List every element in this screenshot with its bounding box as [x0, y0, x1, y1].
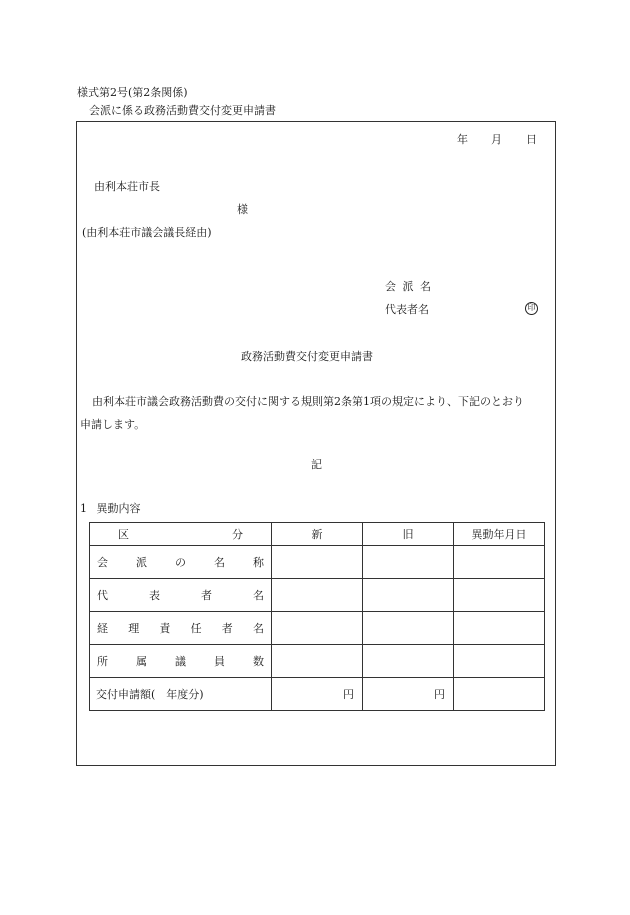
cell-date-representative[interactable] — [454, 579, 545, 612]
row-label-accounting-officer — [90, 612, 272, 645]
amount-label: 交付申請額( 年度分) — [96, 688, 204, 701]
addressee-name: 由利本荘市長 — [94, 180, 160, 193]
label-char: 者 — [201, 589, 212, 602]
cell-new-faction-name[interactable] — [272, 546, 363, 579]
header-change-date: 異動年月日 — [454, 523, 545, 546]
table-header-row — [90, 523, 545, 546]
form-number: 様式第2号(第2条関係) — [77, 86, 188, 99]
label-char: 数 — [253, 655, 264, 668]
seal-mark — [525, 300, 538, 315]
cell-old-amount[interactable] — [363, 678, 454, 711]
row-label-faction-name — [90, 546, 272, 579]
table-row — [90, 579, 545, 612]
label-char: 名 — [253, 589, 264, 602]
header-category — [90, 523, 272, 546]
label-char: 責 — [159, 622, 171, 635]
label-char: の — [175, 556, 186, 569]
label-char: 表 — [149, 589, 160, 602]
label-char: 名 — [252, 622, 264, 635]
date-day: 日 — [526, 133, 537, 146]
faction-label-char: 会 — [385, 280, 396, 293]
cell-date-amount[interactable] — [454, 678, 545, 711]
table-row — [90, 645, 545, 678]
date-month: 月 — [491, 133, 502, 146]
label-char: 代 — [97, 589, 108, 602]
seal-icon: 印 — [525, 302, 538, 315]
change-details-table — [89, 522, 545, 711]
label-char: 員 — [214, 655, 225, 668]
label-char: 所 — [97, 655, 108, 668]
label-char: 派 — [136, 556, 147, 569]
label-char: 者 — [221, 622, 233, 635]
representative-label: 代表者名 — [385, 303, 429, 316]
addressee-via: (由利本荘市議会議長経由) — [82, 226, 212, 239]
row-label-member-count — [90, 645, 272, 678]
faction-label-char: 名 — [420, 280, 431, 293]
header-category-char: 区 — [118, 528, 129, 541]
label-char: 理 — [128, 622, 140, 635]
cell-old-accounting-officer[interactable] — [363, 612, 454, 645]
table-row — [90, 678, 545, 711]
cell-date-faction-name[interactable] — [454, 546, 545, 579]
body-text-line2: 申請します。 — [80, 418, 146, 431]
table-row — [90, 546, 545, 579]
section-heading — [80, 500, 141, 516]
label-char: 任 — [190, 622, 202, 635]
cell-date-accounting-officer[interactable] — [454, 612, 545, 645]
cell-old-faction-name[interactable] — [363, 546, 454, 579]
body-text-line1: 由利本荘市議会政務活動費の交付に関する規則第2条第1項の規定により、下記のとおり — [92, 395, 524, 408]
label-char: 会 — [97, 556, 108, 569]
cell-new-accounting-officer[interactable] — [272, 612, 363, 645]
addressee-honorific: 様 — [237, 203, 248, 216]
cell-new-member-count[interactable] — [272, 645, 363, 678]
section-title: 異動内容 — [96, 502, 141, 515]
row-label-representative — [90, 579, 272, 612]
label-char: 称 — [253, 556, 264, 569]
header-old: 旧 — [363, 523, 454, 546]
cell-new-representative[interactable] — [272, 579, 363, 612]
section-number: 1 — [80, 502, 87, 515]
cell-old-representative[interactable] — [363, 579, 454, 612]
faction-label-char: 派 — [402, 280, 414, 293]
ki-mark: 記 — [311, 458, 322, 471]
yen-unit: 円 — [343, 688, 354, 701]
row-label-amount — [90, 678, 272, 711]
cell-old-member-count[interactable] — [363, 645, 454, 678]
cell-new-amount[interactable] — [272, 678, 363, 711]
document-title: 政務活動費交付変更申請書 — [241, 350, 373, 363]
label-char: 属 — [136, 655, 147, 668]
label-char: 経 — [97, 622, 108, 635]
cell-date-member-count[interactable] — [454, 645, 545, 678]
table-row — [90, 612, 545, 645]
label-char: 議 — [175, 655, 186, 668]
header-category-char: 分 — [232, 528, 243, 541]
form-caption: 会派に係る政務活動費交付変更申請書 — [89, 104, 276, 117]
date-year: 年 — [457, 133, 468, 146]
header-new: 新 — [272, 523, 363, 546]
label-char: 名 — [214, 556, 225, 569]
faction-name-label — [385, 278, 431, 294]
yen-unit: 円 — [434, 688, 445, 701]
